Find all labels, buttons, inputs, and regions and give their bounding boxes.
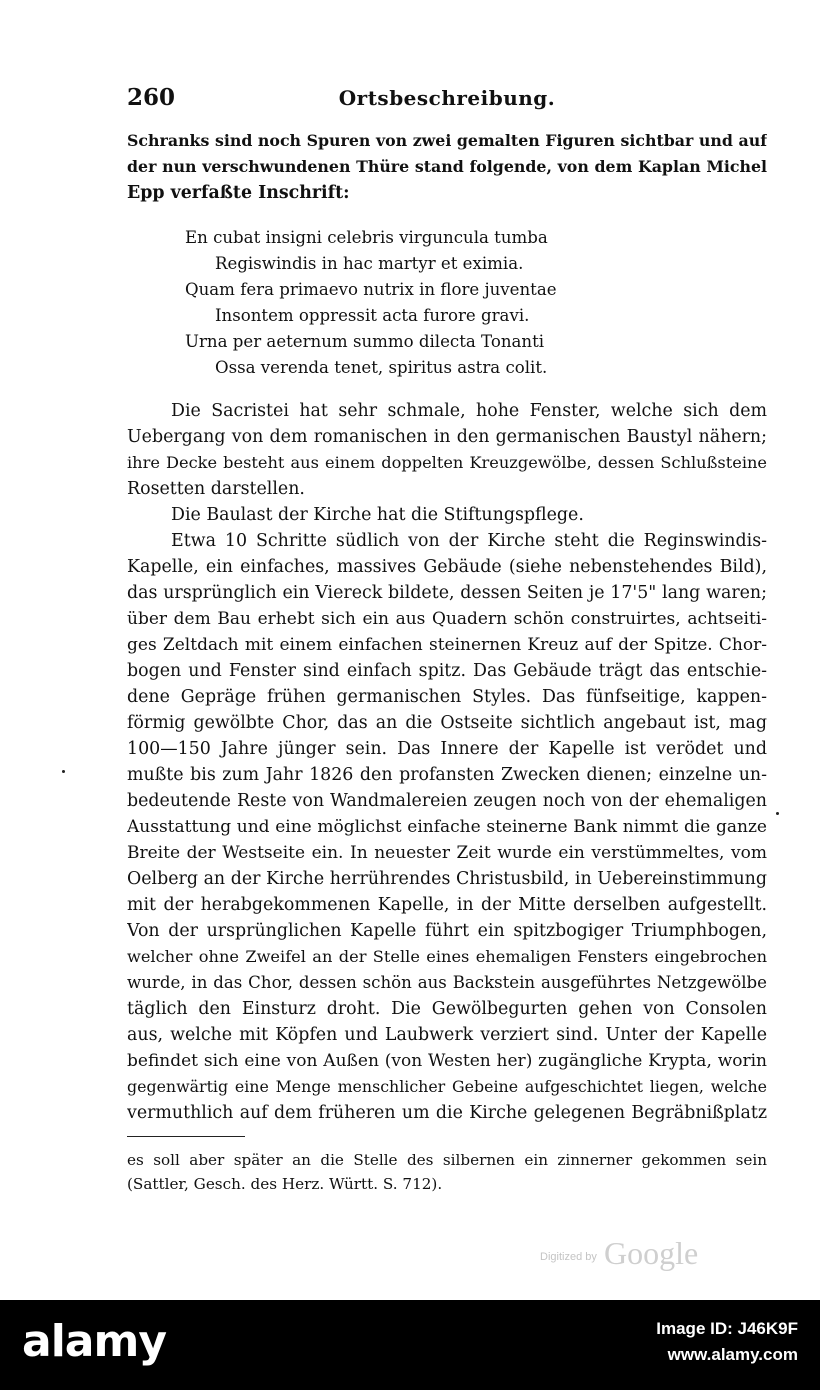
- text-line: vermuthlich auf dem früheren um die Kirche gelegenen Begräbnißplatz: [127, 1103, 767, 1123]
- text-line: Von der ursprünglichen Kapelle führt ein spitzbogiger Triumphbogen,: [127, 921, 767, 941]
- stock-photo-banner: [0, 1300, 820, 1390]
- text-line: mußte bis zum Jahr 1826 den profansten Zwecken dienen; einzelne un-: [127, 765, 767, 785]
- page-header: [127, 84, 767, 114]
- image-id-block: [656, 1316, 798, 1368]
- text-line: Die Baulast der Kirche hat die Stiftungspflege.: [171, 505, 584, 525]
- footnote-line: (Sattler, Gesch. des Herz. Württ. S. 712).: [127, 1175, 443, 1193]
- digitized-label: Digitized by: [540, 1251, 597, 1263]
- footnote-line: es soll aber später an die Stelle des silbernen ein zinnerner gekommen sein: [127, 1151, 767, 1169]
- latin-inscription: [185, 225, 625, 381]
- image-id: Image ID: J46K9F: [656, 1319, 798, 1338]
- text-line: aus, welche mit Köpfen und Laubwerk verziert sind. Unter der Kapelle: [127, 1025, 767, 1045]
- text-line: wurde, in das Chor, dessen schön aus Backstein ausgeführtes Netzgewölbe: [127, 973, 767, 992]
- text-line: Breite der Westseite ein. In neuester Zeit wurde ein verstümmeltes, vom: [127, 843, 767, 863]
- text-line: ges Zeltdach mit einem einfachen steinernen Kreuz auf der Spitze. Chor-: [127, 635, 767, 655]
- footnote: [127, 1148, 767, 1196]
- text-line: Epp verfaßte Inschrift:: [127, 183, 350, 203]
- page-number: 260: [127, 84, 176, 111]
- google-logo: Google: [604, 1235, 699, 1271]
- verse-line: En cubat insigni celebris virguncula tumba: [185, 228, 548, 247]
- text-line: das ursprünglich ein Viereck bildete, dessen Seiten je 17'5" lang waren;: [127, 583, 767, 603]
- text-line: Kapelle, ein einfaches, massives Gebäude (siehe nebenstehendes Bild),: [127, 557, 767, 577]
- verse-line: Regiswindis in hac martyr et eximia.: [215, 254, 524, 273]
- text-line: Etwa 10 Schritte südlich von der Kirche steht die Reginswindis-: [171, 531, 767, 551]
- text-line: bogen und Fenster sind einfach spitz. Das Gebäude trägt das entschie-: [127, 661, 767, 681]
- footnote-divider: [127, 1136, 245, 1137]
- text-line: förmig gewölbte Chor, das an die Ostseite sichtlich angebaut ist, mag: [127, 713, 767, 733]
- text-line: 100—150 Jahre jünger sein. Das Innere der Kapelle ist verödet und: [127, 739, 767, 759]
- text-line: dene Gepräge frühen germanischen Styles. Das fünfseitige, kappen-: [127, 687, 767, 707]
- alamy-logo: alamy: [22, 1316, 166, 1367]
- body-text: [127, 398, 767, 1126]
- text-line: über dem Bau erhebt sich ein aus Quadern schön construirtes, achtseiti-: [127, 609, 767, 629]
- text-line: mit der herabgekommenen Kapelle, in der Mitte derselben aufgestellt.: [127, 895, 767, 915]
- scan-speck: [62, 770, 65, 773]
- text-line: der nun verschwundenen Thüre stand folgende, von dem Kaplan Michel: [127, 157, 767, 176]
- text-line: täglich den Einsturz droht. Die Gewölbegurten gehen von Consolen: [127, 999, 767, 1019]
- verse-line: Ossa verenda tenet, spiritus astra colit.: [215, 358, 548, 377]
- text-line: welcher ohne Zweifel an der Stelle eines ehemaligen Fensters eingebrochen: [127, 947, 767, 966]
- text-line: befindet sich eine von Außen (von Westen her) zugängliche Krypta, worin: [127, 1051, 767, 1071]
- text-line: gegenwärtig eine Menge menschlicher Gebeine aufgeschichtet liegen, welche: [127, 1077, 767, 1096]
- text-line: Die Sacristei hat sehr schmale, hohe Fenster, welche sich dem: [171, 401, 767, 421]
- site-url: www.alamy.com: [667, 1345, 798, 1364]
- running-head: Ortsbeschreibung.: [338, 86, 556, 110]
- text-line: ihre Decke besteht aus einem doppelten Kreuzgewölbe, dessen Schlußsteine: [127, 453, 767, 472]
- verse-line: Quam fera primaevo nutrix in flore juventae: [185, 280, 557, 299]
- text-line: bedeutende Reste von Wandmalereien zeugen noch von der ehemaligen: [127, 791, 767, 811]
- text-line: Oelberg an der Kirche herrührendes Christusbild, in Uebereinstimmung: [127, 869, 767, 889]
- verse-line: Urna per aeternum summo dilecta Tonanti: [185, 332, 545, 351]
- intro-paragraph: [127, 128, 767, 206]
- scan-speck: [776, 812, 779, 815]
- text-line: Uebergang von dem romanischen in den germanischen Baustyl nähern;: [127, 427, 767, 447]
- text-line: Rosetten darstellen.: [127, 479, 305, 499]
- text-line: Schranks sind noch Spuren von zwei gemalten Figuren sichtbar und auf: [127, 131, 767, 150]
- digitized-by-watermark: [540, 1235, 710, 1275]
- verse-line: Insontem oppressit acta furore gravi.: [215, 306, 530, 325]
- text-line: Ausstattung und eine möglichst einfache steinerne Bank nimmt die ganze: [127, 817, 767, 837]
